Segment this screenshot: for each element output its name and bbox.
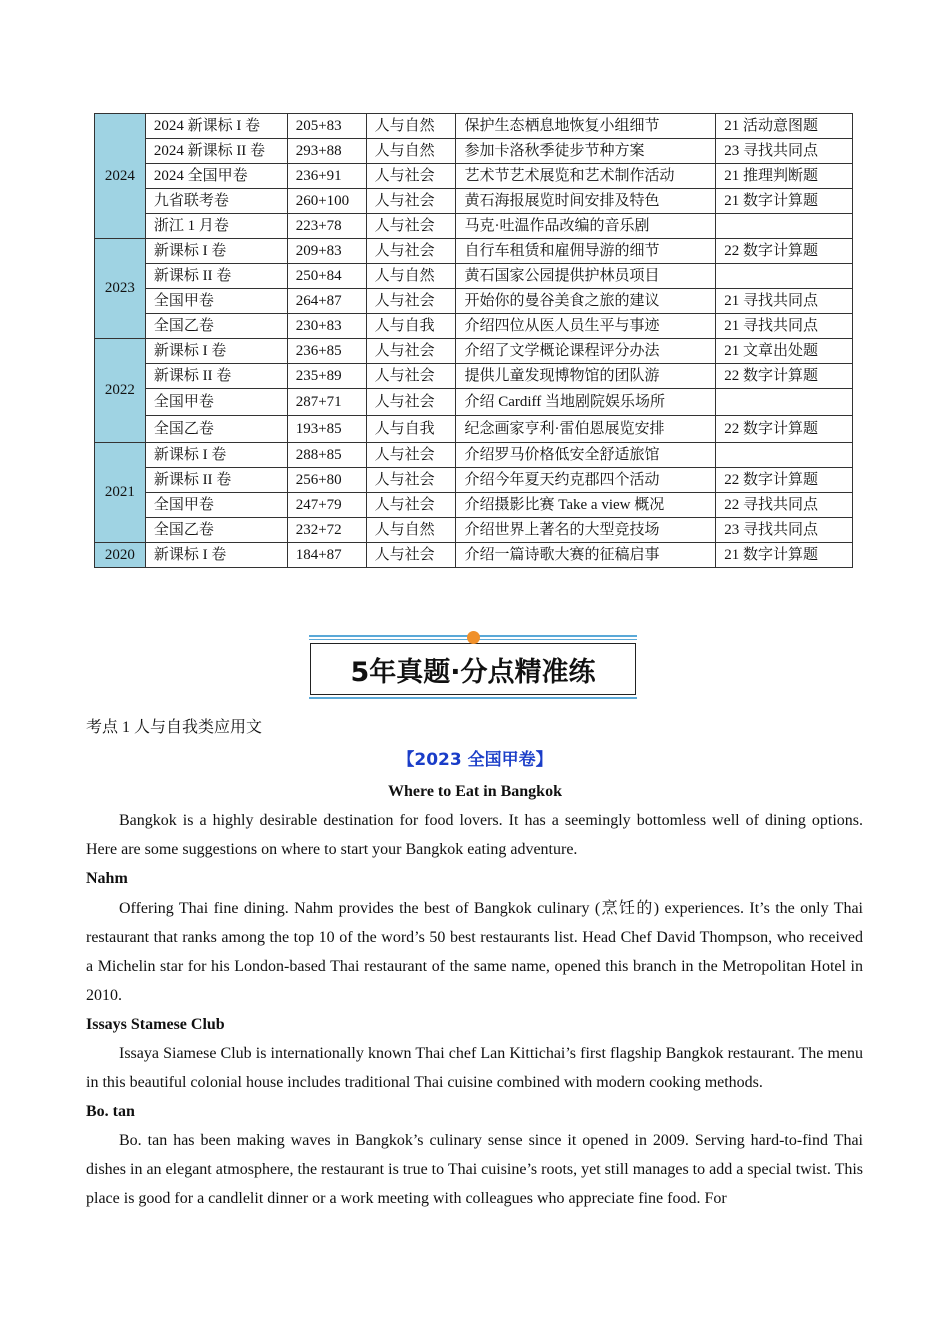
table-cell-words: 235+89 [287,364,366,389]
table-cell-theme: 人与社会 [366,239,456,264]
year-cell: 2022 [95,339,146,443]
table-cell-paper: 全国乙卷 [145,416,287,443]
restaurant-heading-nahm: Nahm [86,870,128,887]
table-cell-theme: 人与自然 [366,114,456,139]
table-row [95,339,853,364]
table-cell-words: 236+85 [287,339,366,364]
table-cell-theme: 人与社会 [366,339,456,364]
table-row [95,164,853,189]
table-cell-words: 256+80 [287,468,366,493]
table-cell-content: 介绍世界上著名的大型竞技场 [456,518,716,543]
banner-rule-bottom [309,697,637,699]
table-cell-paper: 新课标 II 卷 [145,468,287,493]
table-cell-content: 黄石海报展览时间安排及特色 [456,189,716,214]
table-cell-content: 提供儿童发现博物馆的团队游 [456,364,716,389]
table-cell-words: 247+79 [287,493,366,518]
section-banner [309,633,637,699]
table-cell-question: 21 寻找共同点 [716,314,853,339]
table-cell-question: 21 寻找共同点 [716,289,853,314]
table-row [95,493,853,518]
restaurant-heading-botan: Bo. tan [86,1103,135,1120]
table-row [95,518,853,543]
table-cell-question: 23 寻找共同点 [716,139,853,164]
table-cell-question [716,264,853,289]
article-title: Where to Eat in Bangkok [388,783,562,800]
table-cell-paper: 全国乙卷 [145,518,287,543]
table-cell-words: 293+88 [287,139,366,164]
table-cell-content: 开始你的曼谷美食之旅的建议 [456,289,716,314]
table-cell-paper: 全国甲卷 [145,389,287,416]
table-cell-words: 223+78 [287,214,366,239]
table-cell-question: 22 数字计算题 [716,468,853,493]
topic-heading: 考点 1 人与自我类应用文 [86,719,263,736]
table-cell-question: 21 数字计算题 [716,543,853,568]
year-cell: 2023 [95,239,146,339]
table-cell-words: 288+85 [287,443,366,468]
table-row [95,314,853,339]
banner-dot-icon [467,631,480,644]
table-cell-words: 230+83 [287,314,366,339]
table-cell-question: 22 数字计算题 [716,239,853,264]
table-cell-content: 介绍 Cardiff 当地剧院娱乐场所 [456,389,716,416]
table-cell-paper: 全国甲卷 [145,289,287,314]
table-cell-paper: 新课标 II 卷 [145,264,287,289]
table-row [95,416,853,443]
table-row [95,189,853,214]
table-cell-question: 21 推理判断题 [716,164,853,189]
table-cell-words: 250+84 [287,264,366,289]
table-cell-content: 介绍四位从医人员生平与事迹 [456,314,716,339]
table-cell-question: 22 数字计算题 [716,416,853,443]
table-row [95,468,853,493]
table-cell-paper: 新课标 II 卷 [145,364,287,389]
table-cell-paper: 九省联考卷 [145,189,287,214]
article-intro: Bangkok is a highly desirable destination for food lovers. It has a seemingly bottomless well of dining options. Here are some suggestions on where to start your Bangkok eating adventure. [86,812,863,858]
table-cell-theme: 人与社会 [366,443,456,468]
table-cell-paper: 新课标 I 卷 [145,443,287,468]
table-cell-question [716,389,853,416]
table-cell-words: 260+100 [287,189,366,214]
table-row [95,139,853,164]
table-cell-words: 236+91 [287,164,366,189]
table-cell-content: 艺术节艺术展览和艺术制作活动 [456,164,716,189]
table-cell-theme: 人与社会 [366,493,456,518]
table-cell-paper: 新课标 I 卷 [145,543,287,568]
table-cell-paper: 新课标 I 卷 [145,339,287,364]
table-cell-theme: 人与社会 [366,214,456,239]
table-cell-question: 21 文章出处题 [716,339,853,364]
table-cell-content: 保护生态栖息地恢复小组细节 [456,114,716,139]
restaurant-paragraph-nahm: Offering Thai fine dining. Nahm provides the best of Bangkok culinary (烹饪的) experiences. It’s the only Thai restaurant that ranks among the top 10 of the word’s 50 best restaurants list. Head Chef David Thompson, who received a Michelin star for his London-based Thai restaurant of the same name, opened this branch in the Metropolitan Hotel in 2010. [86,900,863,1004]
table-row [95,443,853,468]
table-cell-words: 184+87 [287,543,366,568]
table-cell-words: 232+72 [287,518,366,543]
table-cell-question [716,214,853,239]
restaurant-paragraph-botan: Bo. tan has been making waves in Bangkok’s culinary sense since it opened in 2009. Serving hard-to-find Thai dishes in an elegant atmosphere, the restaurant is true to Thai cuisine’s roots, yet still manages to add a special twist. This place is good for a candlelit dinner or a work meeting with colleagues who appreciate fine food. For [86,1132,864,1207]
table-cell-question: 23 寻找共同点 [716,518,853,543]
table-cell-paper: 浙江 1 月卷 [145,214,287,239]
year-cell: 2020 [95,543,146,568]
table-cell-theme: 人与社会 [366,468,456,493]
table-cell-content: 介绍一篇诗歌大赛的征稿启事 [456,543,716,568]
table-cell-paper: 全国乙卷 [145,314,287,339]
table-cell-words: 264+87 [287,289,366,314]
table-row [95,389,853,416]
table-cell-content: 马克·吐温作品改编的音乐剧 [456,214,716,239]
table-cell-theme: 人与自然 [366,139,456,164]
table-row [95,239,853,264]
table-cell-theme: 人与自然 [366,518,456,543]
table-cell-paper: 新课标 I 卷 [145,239,287,264]
restaurant-heading-issaya: Issays Stamese Club [86,1016,225,1033]
table-cell-theme: 人与自然 [366,264,456,289]
table-cell-theme: 人与社会 [366,364,456,389]
exam-table-body [95,114,853,568]
table-cell-theme: 人与自我 [366,416,456,443]
table-cell-content: 介绍摄影比赛 Take a view 概况 [456,493,716,518]
table-cell-theme: 人与自我 [366,314,456,339]
table-cell-content: 参加卡洛秋季徒步节种方案 [456,139,716,164]
table-cell-question: 22 寻找共同点 [716,493,853,518]
year-cell: 2024 [95,114,146,239]
restaurant-paragraph-issaya: Issaya Siamese Club is internationally known Thai chef Lan Kittichai’s first flagship Bangkok restaurant. The menu in this beautiful colonial house includes traditional Thai cuisine combined with modern cooking methods. [86,1045,863,1091]
table-cell-words: 205+83 [287,114,366,139]
table-cell-paper: 2024 新课标 I 卷 [145,114,287,139]
table-cell-theme: 人与社会 [366,189,456,214]
table-cell-theme: 人与社会 [366,289,456,314]
exam-summary-table [94,113,853,568]
table-cell-question: 21 数字计算题 [716,189,853,214]
table-cell-paper: 全国甲卷 [145,493,287,518]
table-cell-theme: 人与社会 [366,389,456,416]
table-row [95,364,853,389]
table-cell-content: 纪念画家亨利·雷伯恩展览安排 [456,416,716,443]
table-row [95,214,853,239]
table-cell-words: 287+71 [287,389,366,416]
table-cell-theme: 人与社会 [366,164,456,189]
table-cell-content: 黄石国家公园提供护林员项目 [456,264,716,289]
table-cell-question: 22 数字计算题 [716,364,853,389]
table-cell-question [716,443,853,468]
table-row [95,543,853,568]
table-cell-content: 自行车租赁和雇佣导游的细节 [456,239,716,264]
table-row [95,289,853,314]
exam-source-label: 【2023 全国甲卷】 [397,750,553,770]
table-row [95,114,853,139]
table-row [95,264,853,289]
table-cell-words: 209+83 [287,239,366,264]
year-cell: 2021 [95,443,146,543]
table-cell-paper: 2024 新课标 II 卷 [145,139,287,164]
table-cell-content: 介绍了文学概论课程评分办法 [456,339,716,364]
table-cell-content: 介绍罗马价格低安全舒适旅馆 [456,443,716,468]
table-cell-theme: 人与社会 [366,543,456,568]
table-cell-content: 介绍今年夏天约克郡四个活动 [456,468,716,493]
table-cell-paper: 2024 全国甲卷 [145,164,287,189]
table-cell-question: 21 活动意图题 [716,114,853,139]
table-cell-words: 193+85 [287,416,366,443]
banner-title: 5年真题·分点精准练 [310,643,636,695]
